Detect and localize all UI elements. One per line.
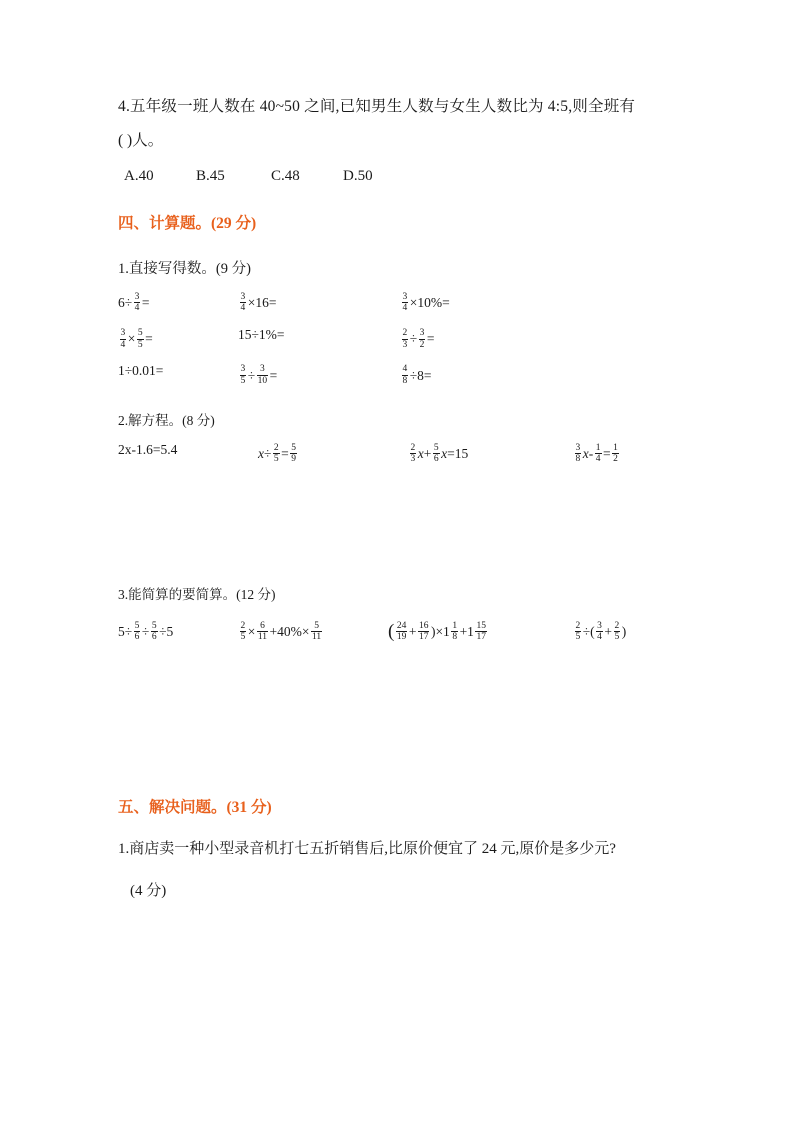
answer-space — [118, 643, 675, 763]
section-4-heading: 四、计算题。(29 分) — [118, 214, 257, 232]
question-4-blank: ( )人。 — [118, 132, 164, 150]
fraction: $\frac{2}{5}$ — [240, 620, 246, 643]
fraction: $\frac{16}{17}$ — [418, 620, 429, 643]
fraction: $\frac{2}{5}$ — [614, 620, 620, 643]
expression: 5÷ $\frac{5}{6}$ ÷ $\frac{5}{6}$ ÷5 — [118, 620, 174, 643]
question-4-choices — [118, 168, 675, 185]
fraction: $\frac{4}{8}$ — [402, 364, 408, 386]
section-4-part-2-heading: 2.解方程。(8 分) — [118, 412, 215, 428]
choice-d[interactable]: D.50 — [343, 167, 373, 184]
fraction: $\frac{5}{6}$ — [134, 620, 140, 643]
expression: $\frac{3}{4}$ ×10%= — [402, 291, 450, 314]
fraction: $\frac{3}{2}$ — [419, 328, 425, 350]
choice-a[interactable]: A.40 — [124, 167, 154, 184]
open-paren: ( — [388, 621, 395, 643]
fraction: $\frac{1}{4}$ — [595, 442, 601, 465]
fraction: $\frac{6}{11}$ — [257, 620, 268, 643]
expression: $\frac{2}{5}$ ÷( $\frac{3}{4}$ + $\frac{2}{5}$ ) — [575, 620, 627, 643]
expression: $\frac{3}{4}$ × $\frac{5}{5}$ = — [120, 328, 153, 350]
fraction: $\frac{3}{4}$ — [240, 291, 246, 314]
fraction: $\frac{3}{4}$ — [597, 620, 602, 643]
section-4-part-1-heading: 1.直接写得数。(9 分) — [118, 260, 251, 277]
fraction: $\frac{24}{19}$ — [396, 620, 407, 643]
fraction: $\frac{2}{5}$ — [575, 620, 581, 643]
expression: $\frac{3}{5}$ ÷ $\frac{3}{10}$ = — [240, 364, 278, 386]
fraction: $\frac{5}{5}$ — [137, 328, 143, 350]
expression: 15÷1%= — [238, 327, 285, 343]
choice-b[interactable]: B.45 — [196, 167, 225, 184]
fraction: $\frac{5}{9}$ — [291, 442, 297, 465]
expression: $\frac{3}{4}$ ×16= — [240, 291, 277, 314]
equation-row — [118, 443, 675, 465]
choice-c[interactable]: C.48 — [271, 167, 300, 184]
simplify-row — [118, 621, 675, 643]
answer-space — [118, 465, 675, 583]
section-4-part-3-heading: 3.能简算的要简算。(12 分) — [118, 586, 276, 602]
expression: $\frac{4}{8}$ ÷8= — [402, 364, 432, 386]
section-5-problem-1-points: (4 分) — [130, 883, 167, 900]
fraction: $\frac{3}{10}$ — [257, 364, 268, 386]
fraction: $\frac{3}{4}$ — [402, 291, 408, 314]
equation: 2x-1.6=5.4 — [118, 441, 178, 457]
expression: 6÷ $\frac{3}{4}$ = — [118, 291, 150, 314]
expression: 1÷0.01= — [118, 363, 164, 379]
fraction: $\frac{15}{17}$ — [476, 620, 486, 643]
equation: $\frac{3}{8}$ x - $\frac{1}{4}$ = $\frac{1}{2}$ — [575, 442, 618, 465]
fraction: $\frac{3}{5}$ — [240, 364, 246, 386]
equation: x ÷ $\frac{2}{5}$ = $\frac{5}{9}$ — [258, 442, 297, 465]
fraction: $\frac{5}{11}$ — [312, 620, 322, 643]
expression: ( $\frac{24}{19}$ + $\frac{16}{17}$ )×1 $\frac{1}{8}$ +1 $\frac{15}{17}$ — [388, 620, 486, 643]
expression: $\frac{2}{5}$ × $\frac{6}{11}$ +40%× $\frac{5}{11}$ — [240, 620, 322, 643]
oral-calc-row — [118, 364, 675, 386]
section-5-problem-1: 1.商店卖一种小型录音机打七五折销售后,比原价便宜了 24 元,原价是多少元? — [118, 841, 616, 858]
oral-calc-row — [118, 292, 675, 314]
fraction: $\frac{5}{6}$ — [151, 620, 157, 643]
fraction: $\frac{2}{3}$ — [402, 328, 408, 350]
oral-calc-row — [118, 328, 675, 350]
equation: $\frac{2}{3}$ x + $\frac{5}{6}$ x =15 — [410, 442, 469, 465]
fraction: $\frac{3}{4}$ — [120, 328, 126, 350]
expression: $\frac{2}{3}$ ÷ $\frac{3}{2}$ = — [402, 328, 435, 350]
fraction: $\frac{2}{3}$ — [410, 442, 416, 465]
fraction: $\frac{5}{6}$ — [433, 442, 439, 465]
fraction: $\frac{2}{5}$ — [273, 442, 279, 465]
fraction: $\frac{1}{8}$ — [452, 620, 458, 643]
fraction: $\frac{3}{4}$ — [134, 291, 140, 314]
fraction: $\frac{1}{2}$ — [613, 442, 618, 465]
fraction: $\frac{3}{8}$ — [575, 442, 581, 465]
question-4-text: 4.五年级一班人数在 40~50 之间,已知男生人数与女生人数比为 4:5,则全班有 — [118, 98, 636, 115]
section-5-heading: 五、解决问题。(31 分) — [118, 799, 272, 817]
